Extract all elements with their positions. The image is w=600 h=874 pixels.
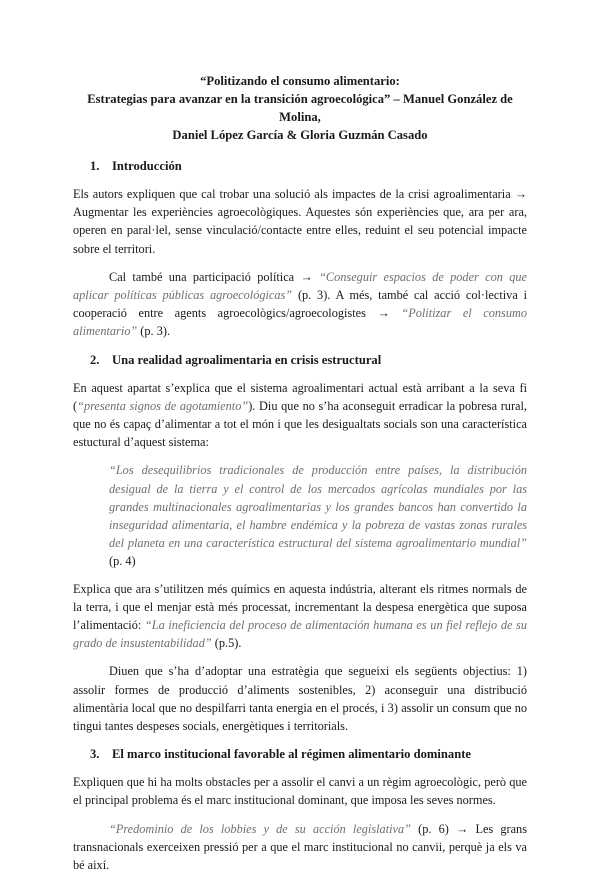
paragraph: Expliquen que hi ha molts obstacles per a assolir el canvi a un règim agroecològic, però que el principal problema és el marc institucional dominant, que imposa les seves normes. (73, 775, 527, 808)
section-heading-marco-institucional (90, 745, 527, 763)
section-number: 2. (90, 352, 100, 367)
citation: “Predominio de los lobbies y de su acción legislativa” (109, 821, 411, 836)
citation: “Los desequilibrios tradicionales de producción entre países, la distribución desigual de la tierra y el control de los mercados agrícolas mundiales por las grandes multinacionales agroalimentarias y los grandes bancos han convertido la inseguridad alimentaria, el hambre endémica y la pobreza de vastas zonas rurales del planeta en una característica estructural del sistema agroalimentario mundial” (109, 463, 527, 551)
paragraph-text: ). Diu que no s’ha aconseguit erradicar la pobresa rural, que no és capaç d’alimentar a tot el món i que les desigualtats socials son una característica estuctural d’aquest sistema: (73, 398, 528, 450)
section-title: El marco institucional favorable al régimen alimentario dominante (112, 747, 472, 762)
citation: “presenta signos de agotamiento” (77, 398, 249, 413)
paragraph-text: (p. 3). (137, 324, 171, 339)
section-number: 1. (90, 159, 100, 173)
section-heading-introduccion (90, 157, 527, 175)
document-title (73, 72, 527, 144)
paragraph-text: (p. 6) → Les grans transnacionals exerceixen pressió per a que el marc institucional no canvii, perquè ja els va bé així. (73, 821, 527, 873)
paragraph: Els autors expliquen que cal trobar una solució als impactes de la crisi agroalimentaria → Augmentar les experiències agroecològiques. Aquestes són experiències que, ara per ara, operen en paral·lel, sense vinculació/contacte entre elles, reduint el seu potencial impacte sobre el territori. (73, 187, 527, 256)
block-quote (109, 461, 527, 570)
paragraph-text: (p.5). (211, 636, 242, 651)
paragraph (73, 379, 527, 452)
paragraph (73, 820, 527, 874)
paragraph (73, 268, 527, 341)
paragraph-text: Cal també una participació política → (109, 269, 320, 284)
citation: “Politizar el consumo alimentario” (73, 306, 528, 339)
paragraph: Diuen que s’ha d’adoptar una estratègia que segueixi els següents objectius: 1) assolir formes de producció d’aliments sostenibles, 2) aconseguir una distribució alimentària local que no despilfarri tanta energia en el procés, i 3) assolir un consum que no tingui tantes despeses socials, energètiques i territorials. (73, 664, 527, 734)
section-title: Una realidad agroalimentaria en crisis estructural (112, 352, 382, 367)
title-line-1: “Politizando el consumo alimentario: (200, 74, 400, 88)
title-line-3: Daniel López García & Gloria Guzmán Casado (172, 128, 428, 142)
section-number: 3. (90, 747, 100, 762)
section-heading-realidad-agroalimentaria (90, 351, 527, 369)
citation: “La ineficiencia del proceso de alimentación humana es un fiel reflejo de su grado de insustentabilidad” (73, 618, 527, 651)
citation: “Conseguir espacios de poder con que aplicar políticas públicas agroecológicas” (73, 269, 527, 303)
paragraph (73, 580, 527, 653)
paragraph-text: Explica que ara s’utilitzen més químics en aquesta indústria, alterant els ritmes normals de la terra, i que el menjar està més processat, incrementant la despesa energètica que suposa l’alimentació: (73, 581, 527, 633)
paragraph-text: (p. 3). A més, també cal acció col·lectiva i cooperació entre agents agroecològics/agroecologistes → (73, 288, 527, 321)
paragraph-text: En aquest apartat s’explica que el sistema agroalimentari actual està arribant a la seva fi ( (73, 380, 527, 413)
page-reference: (p. 4) (109, 554, 136, 569)
section-title: Introducción (112, 159, 182, 173)
title-line-2: Estrategias para avanzar en la transición agroecológica” – Manuel González de Molina, (87, 92, 513, 124)
